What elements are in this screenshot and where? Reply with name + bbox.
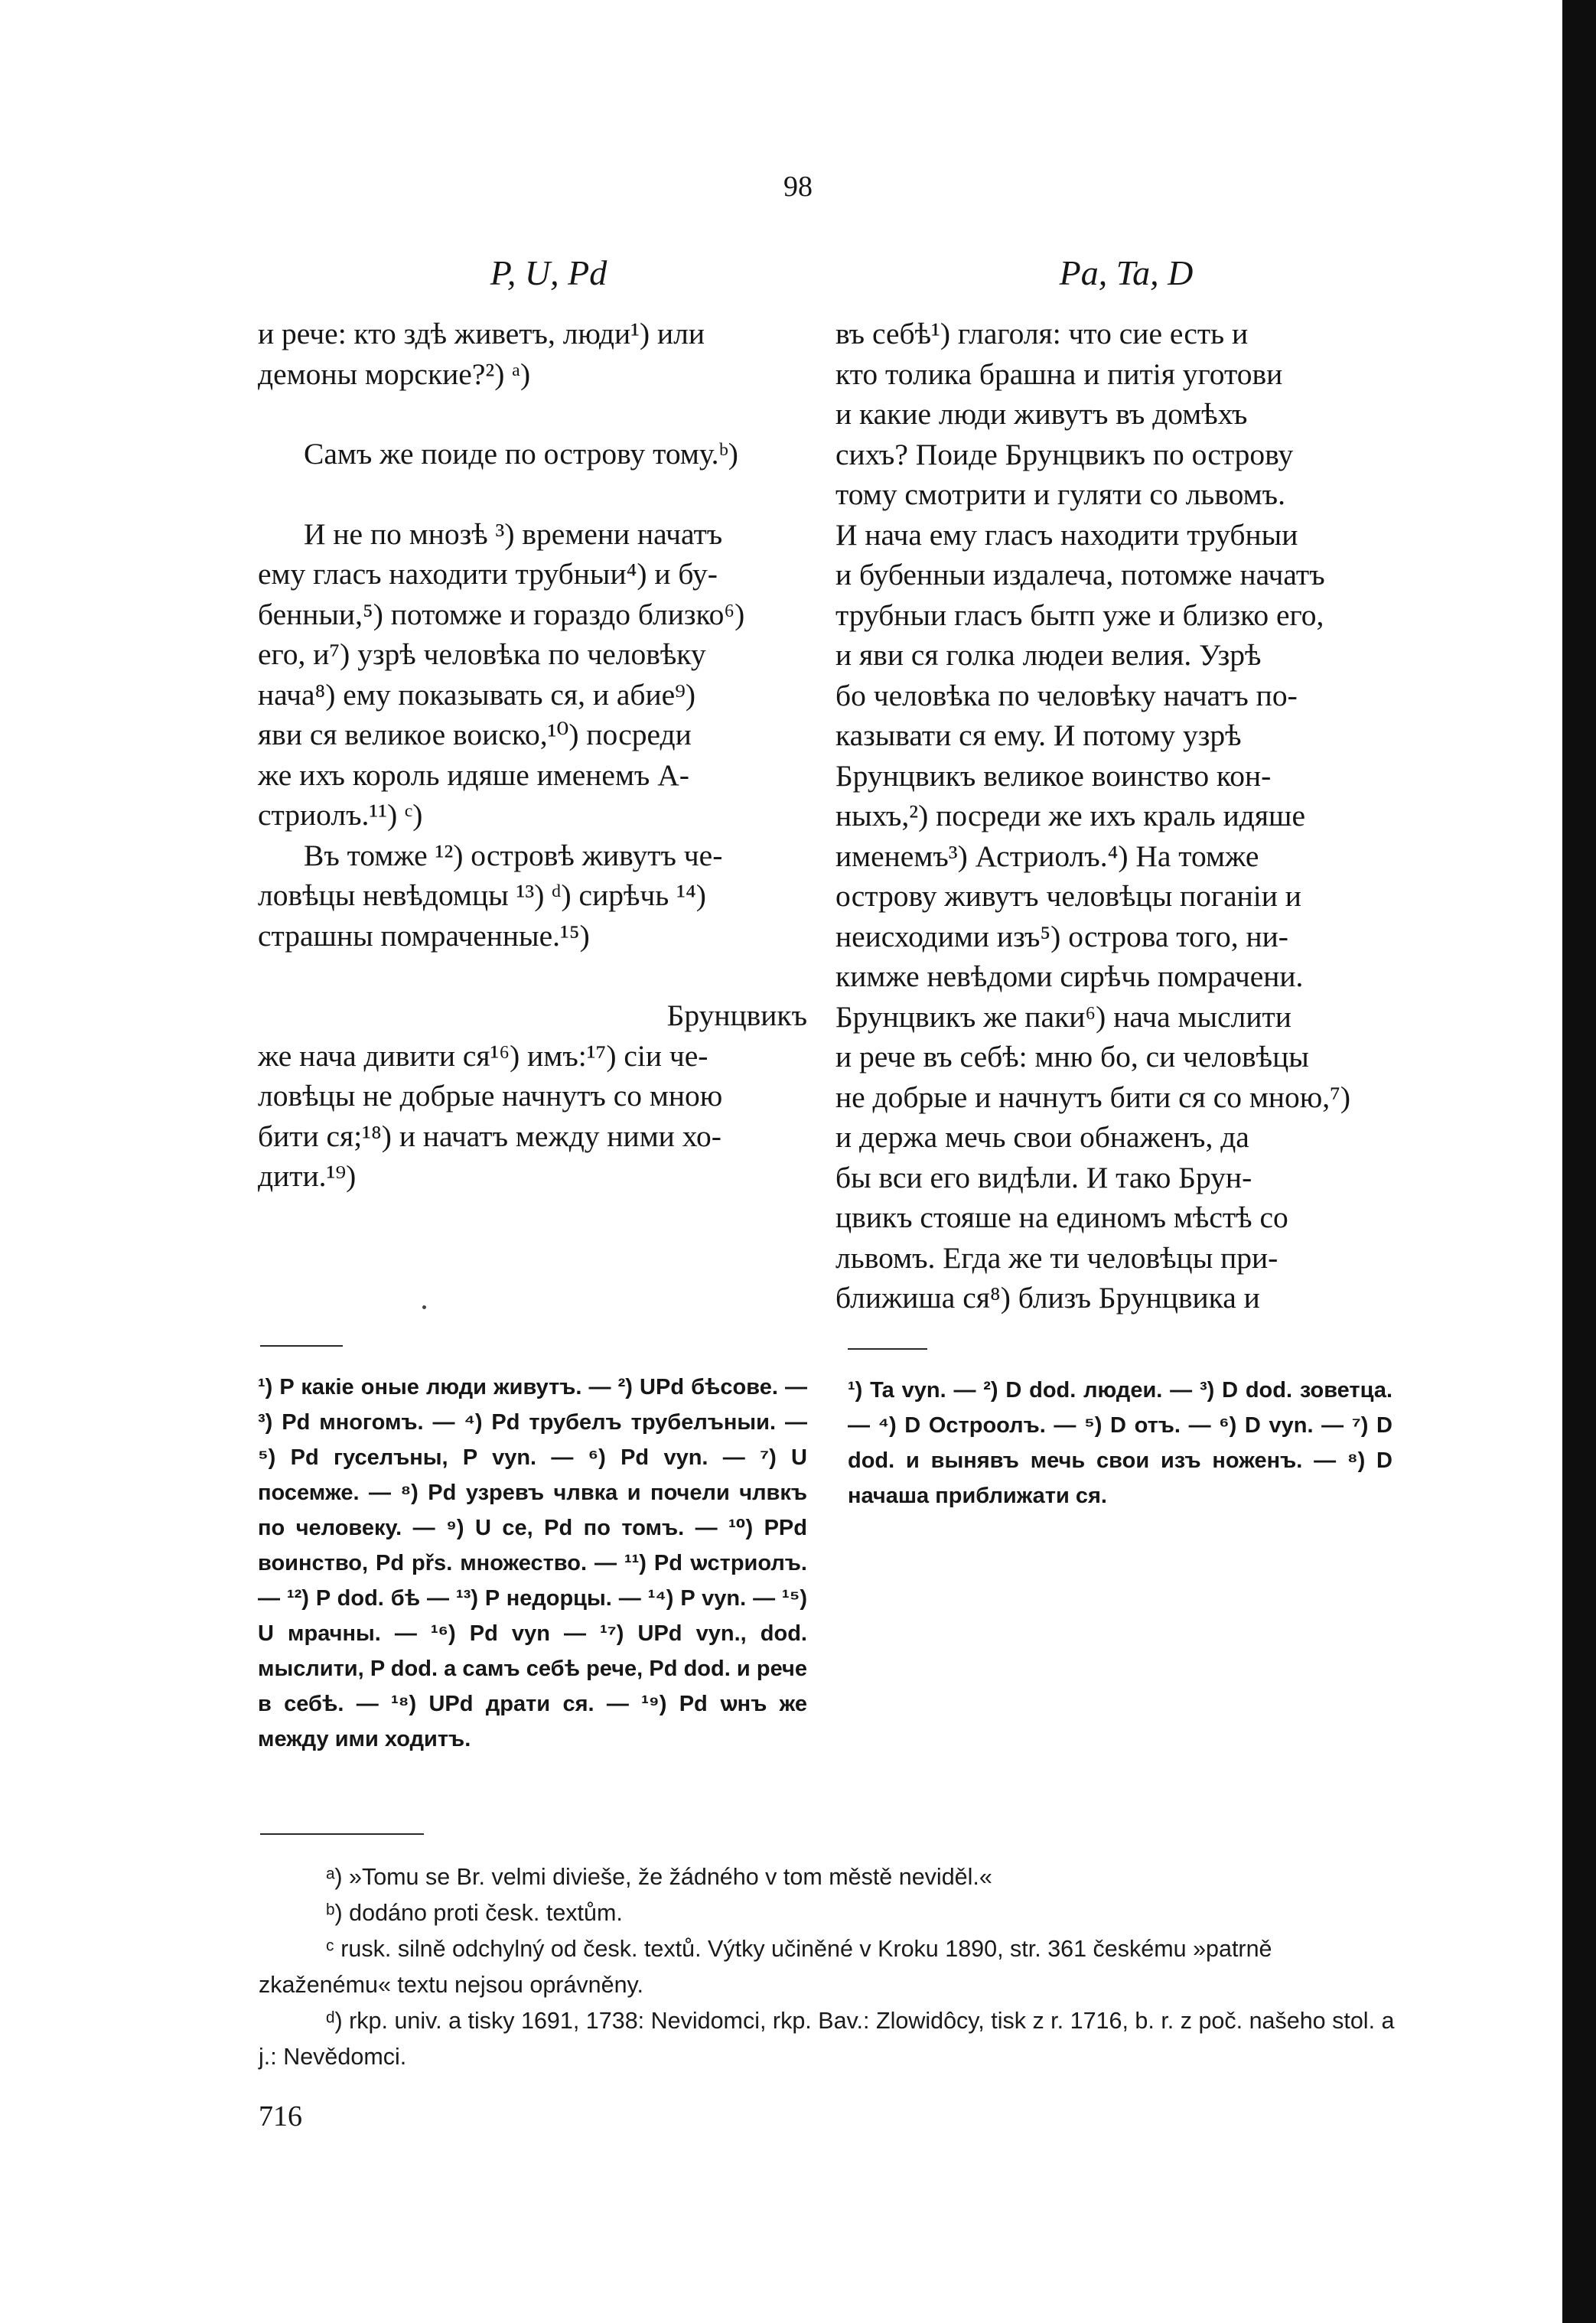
left-column-text xyxy=(258,314,807,1197)
left-line: Брунцвикъ xyxy=(666,999,807,1032)
spacer xyxy=(258,474,807,514)
left-line: страшны помраченные.¹⁵) xyxy=(258,918,590,953)
right-line: и бубенныи издалеча, потомже начатъ xyxy=(835,558,1325,591)
left-line: же ихъ король идяше именемъ А- xyxy=(258,758,689,792)
right-footnotes-text: ¹) Ta vyn. — ²) D dod. людеи. — ³) D dod. зоветца. — ⁴) D Остроолъ. — ⁵) D отъ. — ⁶) D vyn. — ⁷) D dod. и вынявъ мечь свои изъ ноженъ. — ⁸) D начаша приближати ся. xyxy=(848,1378,1392,1508)
left-footnotes xyxy=(258,1370,807,1757)
note-item: ᶜ rusk. silně odchylný od česk. textů. Výtky učiněné v Kroku 1890, str. 361 českému »patrně zkaženému« textu nejsou oprávněny. xyxy=(259,1936,1272,1998)
left-line: стриолъ.¹¹) ᶜ) xyxy=(258,798,423,832)
right-line: не добрые и начнутъ бити ся со мною,⁷) xyxy=(835,1080,1351,1114)
right-line: въ себѣ¹) глаголя: что сие есть и xyxy=(835,317,1249,350)
stray-mark xyxy=(422,1305,426,1309)
right-line: и рече въ себѣ: мню бо, си человѣцы xyxy=(835,1040,1309,1074)
right-line: острову живутъ человѣцы поганіи и xyxy=(835,879,1301,913)
notes-rule xyxy=(260,1833,424,1835)
left-column-heading: P, U, Pd xyxy=(490,253,607,292)
right-line: и яви ся голка людеи велия. Узрѣ xyxy=(835,638,1262,672)
left-line: ловѣцы невѣдомцы ¹³) ᵈ) сирѣчь ¹⁴) xyxy=(258,878,706,912)
left-line: ловѣцы не добрые начнутъ со мною xyxy=(258,1079,723,1113)
note-item: ᵈ) rkp. univ. a tisky 1691, 1738: Nevidomci, rkp. Bav.: Zlowidôcy, tisk z r. 1716, b. r. z poč. našeho stol. a j.: Nevědomci. xyxy=(259,2008,1395,2070)
left-line: Самъ же поиде по острову тому.ᵇ) xyxy=(304,437,738,471)
left-line: ему гласъ находити трубныи⁴) и бу- xyxy=(258,557,718,591)
right-footnote-rule xyxy=(848,1348,927,1350)
left-line: бити ся;¹⁸) и начатъ между ними хо- xyxy=(258,1119,721,1153)
right-line: кимже невѣдоми сирѣчь помрачени. xyxy=(835,960,1304,993)
left-line: бенныи,⁵) потомже и гораздо близко⁶) xyxy=(258,597,745,631)
right-line: трубныи гласъ бытп уже и близко его, xyxy=(835,598,1324,632)
right-line: сихъ? Поиде Брунцвикъ по острову xyxy=(835,437,1294,471)
right-line: казывати ся ему. И потому узрѣ xyxy=(835,718,1242,752)
editorial-notes xyxy=(259,1859,1399,2075)
note-item: ᵇ) dodáno proti česk. textům. xyxy=(326,1900,623,1926)
right-line: именемъ³) Астриолъ.⁴) На томже xyxy=(835,839,1259,873)
scan-edge xyxy=(1562,0,1596,2323)
right-line: неисходими изъ⁵) острова того, ни- xyxy=(835,919,1288,953)
spacer xyxy=(258,394,807,434)
right-line: Брунцвикъ великое воинство кон- xyxy=(835,758,1272,793)
left-line: демоны морские?²) ᵃ) xyxy=(258,357,531,391)
left-footnotes-text: ¹) P какіе оные люди живутъ. — ²) UPd бѣсове. — ³) Pd многомъ. — ⁴) Pd трубелъ трубелъныи. — ⁵) Pd гуселъны, P vyn. — ⁶) Pd vyn. — ⁷) U посемже. — ⁸) Pd узревъ члвка и почели члвкъ по человеку. — ⁹) U се, Pd по томъ. — ¹⁰) PPd воинство, Pd přs. множество. — ¹¹) Pd ѡстриолъ. — ¹²) P dod. бѣ — ¹³) P недорцы. — ¹⁴) P vyn. — ¹⁵) U мрачны. — ¹⁶) Pd vyn — ¹⁷) UPd vyn., dod. мыслити, P dod. а самъ себѣ рече, Pd dod. и рече в себѣ. — ¹⁸) UPd драти ся. — ¹⁹) Pd ѡнъ же между ими ходитъ. xyxy=(258,1375,807,1751)
note-item: ᵃ) »Tomu se Br. velmi diviеše, že žádného v tom městě neviděl.« xyxy=(326,1864,992,1890)
left-line: Въ томже ¹²) островѣ живутъ че- xyxy=(304,838,723,872)
right-line: ныхъ,²) посреди же ихъ краль идяше xyxy=(835,799,1306,832)
left-line: же нача дивити ся¹⁶) имъ:¹⁷) сіи че- xyxy=(258,1038,708,1073)
left-line: И не по мнозѣ ³) времени начатъ xyxy=(304,516,723,551)
right-line: кто толика брашна и питія уготови xyxy=(835,357,1283,391)
right-line: цвикъ стояше на единомъ мѣстѣ со xyxy=(835,1201,1288,1234)
left-line: дити.¹⁹) xyxy=(258,1159,357,1193)
left-line: нача⁸) ему показывать ся, и абие⁹) xyxy=(258,677,696,712)
right-line: и держа мечь свои обнаженъ, да xyxy=(835,1120,1249,1154)
right-line: бо человѣка по человѣку начатъ по- xyxy=(835,678,1298,712)
right-line: тому смотрити и гуляти со львомъ. xyxy=(835,477,1285,511)
right-footnotes xyxy=(848,1373,1392,1513)
bottom-number: 716 xyxy=(259,2100,302,2132)
right-line: и какие люди живутъ въ домѣхъ xyxy=(835,397,1248,431)
left-footnote-rule xyxy=(260,1345,343,1347)
left-line: его, и⁷) узрѣ человѣка по человѣку xyxy=(258,637,706,671)
right-line: И нача ему гласъ находити трубныи xyxy=(835,517,1298,552)
right-column-heading: Pa, Ta, D xyxy=(1059,253,1194,292)
page-number: 98 xyxy=(783,171,813,203)
left-line: яви ся великое воиско,¹⁰) посреди xyxy=(258,718,692,751)
left-line: и рече: кто здѣ живетъ, люди¹) или xyxy=(258,317,705,350)
right-line: львомъ. Егда же ти человѣцы при- xyxy=(835,1240,1278,1275)
right-line: Брунцвикъ же паки⁶) нача мыслити xyxy=(835,999,1291,1034)
spacer xyxy=(258,956,807,995)
right-column-text xyxy=(835,314,1388,1318)
right-line: ближиша ся⁸) близъ Брунцвика и xyxy=(835,1281,1260,1315)
right-line: бы вси его видѣли. И тако Брун- xyxy=(835,1160,1252,1194)
